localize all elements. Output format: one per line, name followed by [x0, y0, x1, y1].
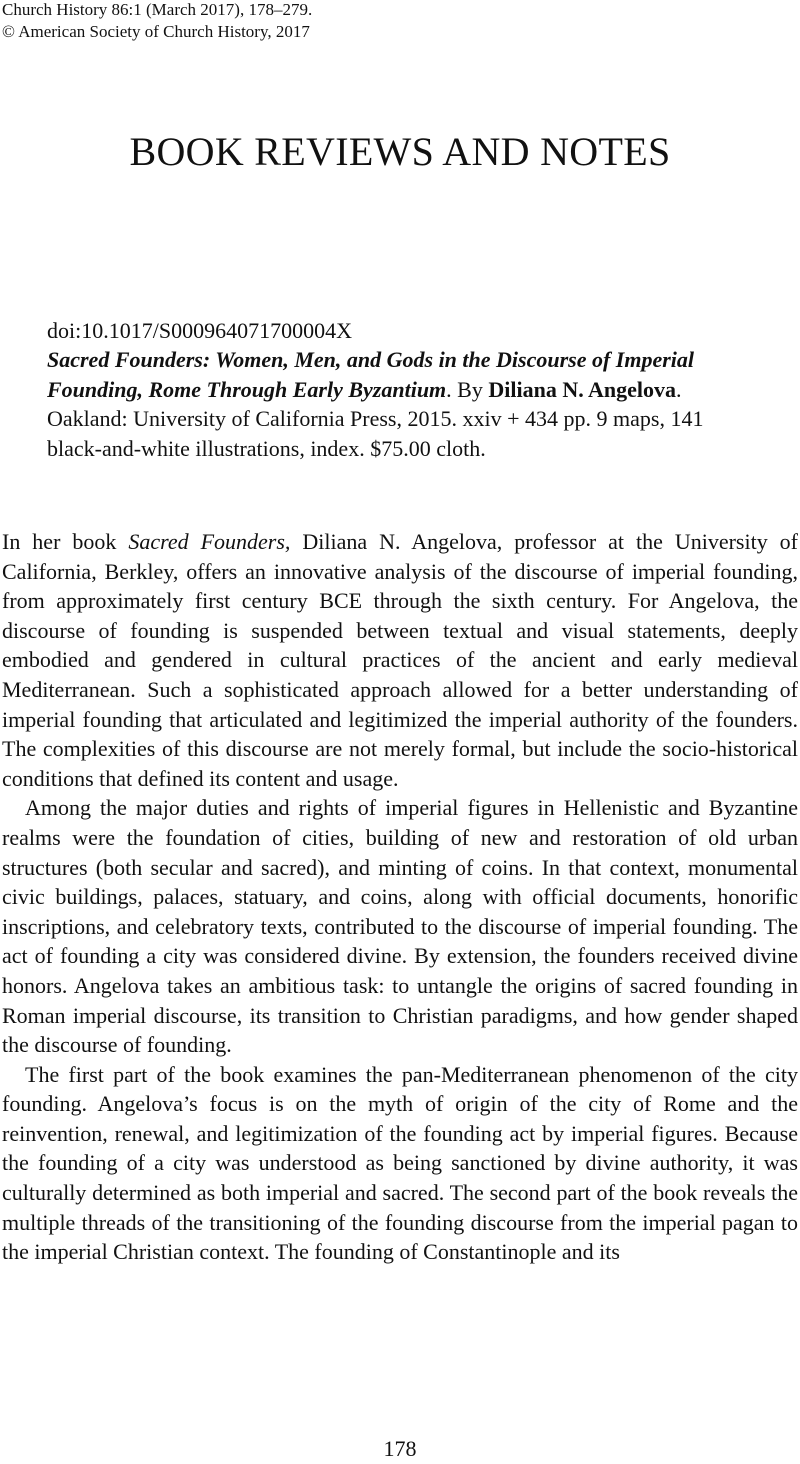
title-end: . By	[446, 376, 489, 402]
page-number: 178	[383, 1436, 417, 1461]
p1-lead: In her book	[2, 529, 129, 554]
p1-rest: Diliana N. Angelova, professor at the University of California, Berkley, offers an innovative analysis of the discourse of imperial founding, from approximately first century BCE through the sixth century. For Angelova, the discourse of founding is suspended between textual and visual statements, deeply embodied and gendered in cultural practices of the ancient and early medieval Mediterranean. Such a sophisticated approach allowed for a better understanding of imperial founding that articulated and legitimized the imperial authority of the founders. The complexities of this discourse are not merely formal, but include the socio-historical conditions that defined its content and usage.	[2, 529, 798, 791]
body-paragraph-2: Among the major duties and rights of imperial figures in Hellenistic and Byzantine realms were the foundation of cities, building of new and restoration of old urban structures (both secular and sacred), and minting of coins. In that context, monumental civic buildings, palaces, statuary, and coins, along with official documents, honorific inscriptions, and celebratory texts, contributed to the discourse of imperial founding. The act of founding a city was considered divine. By extension, the founders received divine honors. Angelova takes an ambitious task: to untangle the origins of sacred founding in Roman imperial discourse, its transition to Christian paradigms, and how gender shaped the discourse of founding.	[2, 795, 798, 1058]
body-paragraph-1	[2, 527, 798, 793]
journal-citation: Church History 86:1 (March 2017), 178–279.	[2, 0, 313, 19]
copyright-line: © American Society of Church History, 2017	[2, 22, 310, 41]
book-citation	[47, 316, 747, 463]
body-paragraph-3: The first part of the book examines the pan-Mediterranean phenomenon of the city founding. Angelova’s focus is on the myth of origin of the city of Rome and the reinvention, renewal, and legitimization of the founding act by imperial figures. Because the founding of a city was understood as being sanctioned by divine authority, it was culturally determined as both imperial and sacred. The second part of the book reveals the multiple threads of the transitioning of the founding discourse from the imperial pagan to the imperial Christian context. The founding of Constantinople and its	[2, 1061, 798, 1265]
doi-link[interactable]: doi:10.1017/S000964071700004X	[47, 318, 352, 343]
review-body	[2, 527, 798, 1267]
book-author: Diliana N. Angelova	[488, 376, 676, 402]
p1-book-ref: Sacred Founders,	[128, 529, 291, 554]
book-title: Sacred Founders: Women, Men, and Gods in the Discourse of Imperial Founding, Rome Through Early Byzantium	[47, 347, 695, 402]
publication-details: . Oakland: University of California Press, 2015. xxiv + 434 pp. 9 maps, 141 black-and-white illustrations, index. $75.00 cloth.	[47, 376, 704, 461]
section-title: BOOK REVIEWS AND NOTES	[129, 129, 671, 174]
